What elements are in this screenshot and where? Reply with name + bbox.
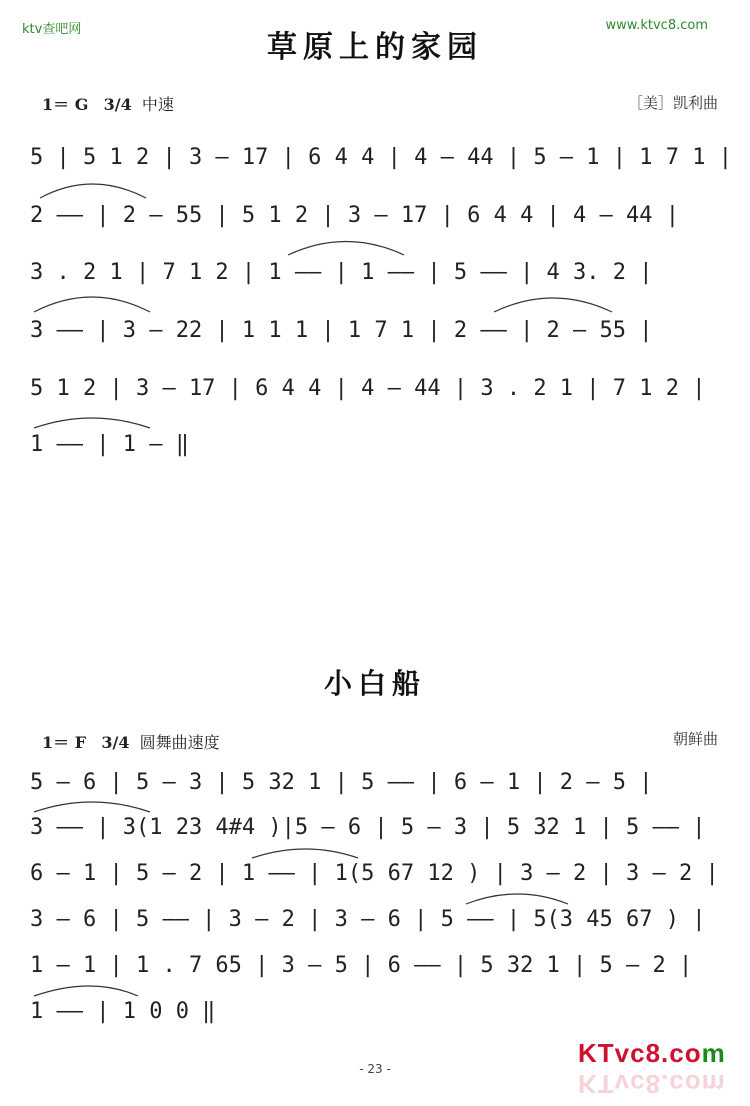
brand-logo-reflection: KTvc8.com [578, 1069, 726, 1099]
notation-line: 3 —— | 3(1 23 4#4 )|5 — 6 | 5 — 3 | 5 32 1 | 5 —— | [30, 815, 706, 840]
notation-line: 3 —— | 3 — 22 | 1 1 1 | 1 7 1 | 2 —— | 2 — 55 | [30, 318, 653, 343]
slur [252, 849, 358, 858]
composer: ［美］凯利曲 [627, 94, 718, 112]
slur [466, 894, 568, 904]
key-signature: 1＝ G 3/4 中速 [42, 95, 174, 114]
notation-line: 5 1 2 | 3 — 17 | 6 4 4 | 4 — 44 | 3 . 2 1 | 7 1 2 | [30, 376, 706, 401]
brand-logo: KTvc8.com [578, 1038, 726, 1068]
slur [494, 298, 612, 312]
key-signature: 1＝ F 3/4 圆舞曲速度 [42, 733, 220, 752]
site-watermark-right[interactable]: www.ktvc8.com [605, 18, 708, 33]
notation-line: 3 . 2 1 | 7 1 2 | 1 —— | 1 —— | 5 —— | 4 3. 2 | [30, 260, 653, 285]
slur [34, 297, 150, 312]
notation-line: 3 — 6 | 5 —— | 3 — 2 | 3 — 6 | 5 —— | 5(3 45 67 ) | [30, 907, 706, 932]
notation-line: 1 — 1 | 1 . 7 65 | 3 — 5 | 6 —— | 5 32 1 | 5 — 2 | [30, 953, 693, 978]
notation-line: 5 | 5 1 2 | 3 — 17 | 6 4 4 | 4 — 44 | 5 — 1 | 1 7 1 | [30, 145, 732, 170]
page-number: - 23 - [359, 1062, 391, 1076]
site-watermark-left: ktv查吧网 [22, 22, 82, 37]
slur [34, 986, 138, 996]
notation-line: 2 —— | 2 — 55 | 5 1 2 | 3 — 17 | 6 4 4 | 4 — 44 | [30, 203, 680, 228]
slur [288, 242, 404, 256]
slur [40, 184, 146, 198]
song-title: 草原上的家园 [267, 30, 483, 65]
notation-line: 5 — 6 | 5 — 3 | 5 32 1 | 5 —— | 6 — 1 | 2 — 5 | [30, 770, 653, 795]
notation-line: 1 —— | 1 0 0 ‖ [30, 999, 216, 1024]
notation-line: 1 —— | 1 — ‖ [30, 432, 189, 457]
composer: 朝鲜曲 [672, 730, 718, 748]
slur [34, 802, 150, 812]
song-title: 小白船 [323, 667, 426, 700]
slur [34, 418, 150, 428]
notation-line: 6 — 1 | 5 — 2 | 1 —— | 1(5 67 12 ) | 3 — 2 | 3 — 2 | [30, 861, 719, 886]
